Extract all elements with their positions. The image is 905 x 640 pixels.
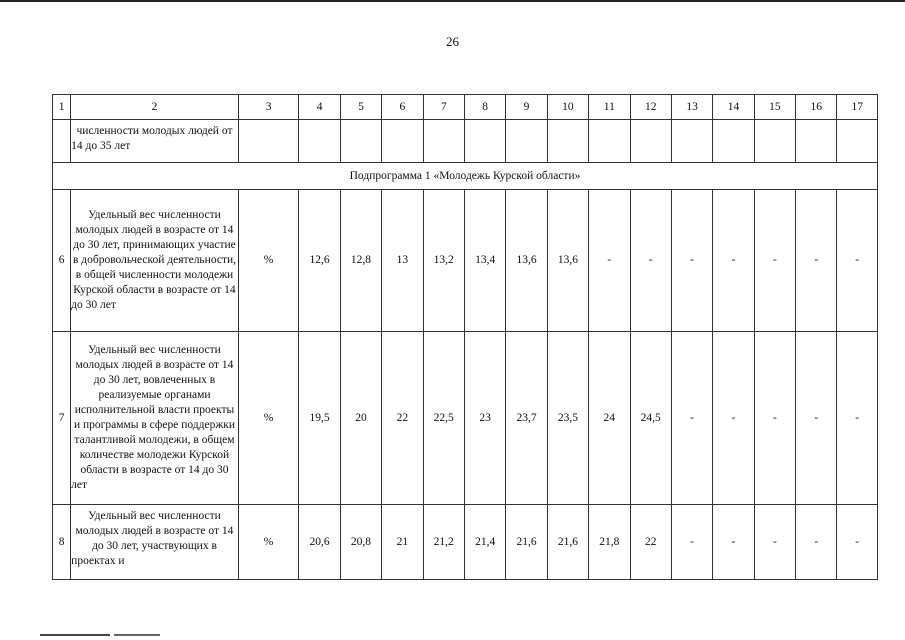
value-cell — [713, 120, 754, 163]
value-cell: 13,6 — [506, 190, 547, 332]
value-cell: - — [713, 190, 754, 332]
value-cell: 21,4 — [464, 505, 505, 580]
value-cell — [340, 120, 381, 163]
header-cell: 4 — [299, 95, 340, 120]
continuation-row — [53, 120, 878, 163]
value-cell: - — [713, 332, 754, 505]
value-cell: - — [754, 332, 795, 505]
indicator-description: Удельный вес численности молодых людей в возрасте от 14 до 30 лет, принимающих участие в добровольческой деятельности, в общей численности молодежи Курской области в возрасте от 14 до 30 лет — [71, 190, 239, 332]
subprogram-title: Подпрограмма 1 «Молодежь Курской области» — [53, 163, 878, 190]
page-number: 26 — [446, 34, 459, 49]
header-cell: 15 — [754, 95, 795, 120]
value-cell: 21,6 — [506, 505, 547, 580]
unit-cell: % — [238, 505, 299, 580]
header-cell: 1 — [53, 95, 71, 120]
value-cell: - — [796, 190, 837, 332]
value-cell: 12,8 — [340, 190, 381, 332]
header-cell: 7 — [423, 95, 464, 120]
indicator-row — [53, 505, 878, 580]
indicators-table — [52, 94, 878, 580]
header-cell: 13 — [671, 95, 712, 120]
unit-cell: % — [238, 332, 299, 505]
header-cell: 8 — [464, 95, 505, 120]
value-cell: - — [796, 332, 837, 505]
header-cell: 17 — [837, 95, 878, 120]
header-cell: 2 — [71, 95, 239, 120]
value-cell — [299, 120, 340, 163]
unit-cell — [238, 120, 299, 163]
header-cell: 9 — [506, 95, 547, 120]
value-cell: 12,6 — [299, 190, 340, 332]
value-cell: 20,6 — [299, 505, 340, 580]
header-cell: 14 — [713, 95, 754, 120]
row-number-cell: 7 — [53, 332, 71, 505]
indicator-row — [53, 332, 878, 505]
value-cell: 20 — [340, 332, 381, 505]
row-number-cell: 6 — [53, 190, 71, 332]
value-cell: 13,6 — [547, 190, 588, 332]
value-cell: - — [713, 505, 754, 580]
value-cell: 22,5 — [423, 332, 464, 505]
value-cell: 21 — [382, 505, 423, 580]
value-cell: 13,4 — [464, 190, 505, 332]
value-cell: 13,2 — [423, 190, 464, 332]
value-cell: - — [630, 190, 671, 332]
header-row — [53, 95, 878, 120]
value-cell: 19,5 — [299, 332, 340, 505]
header-cell: 5 — [340, 95, 381, 120]
value-cell: - — [837, 190, 878, 332]
value-cell — [754, 120, 795, 163]
unit-cell: % — [238, 190, 299, 332]
row-number-cell — [53, 120, 71, 163]
value-cell: 24,5 — [630, 332, 671, 505]
top-border-line — [0, 0, 905, 2]
value-cell: 21,6 — [547, 505, 588, 580]
value-cell: - — [796, 505, 837, 580]
value-cell — [382, 120, 423, 163]
value-cell — [423, 120, 464, 163]
value-cell — [589, 120, 630, 163]
header-cell: 11 — [589, 95, 630, 120]
indicator-description: Удельный вес численности молодых людей в возрасте от 14 до 30 лет, вовлеченных в реализуемые органами исполнительной власти проекты и программы в сфере поддержки талантливой молодежи, в общем количестве молодежи Курской области в возрасте от 14 до 30 лет — [71, 332, 239, 505]
row-number-cell: 8 — [53, 505, 71, 580]
indicator-description: Удельный вес численности молодых людей в возрасте от 14 до 30 лет, участвующих в проектах и — [71, 505, 239, 580]
header-cell: 10 — [547, 95, 588, 120]
value-cell: 21,8 — [589, 505, 630, 580]
header-cell: 12 — [630, 95, 671, 120]
header-cell: 3 — [238, 95, 299, 120]
value-cell: - — [671, 505, 712, 580]
value-cell: - — [754, 505, 795, 580]
value-cell: - — [754, 190, 795, 332]
value-cell: - — [837, 332, 878, 505]
value-cell — [630, 120, 671, 163]
value-cell: - — [589, 190, 630, 332]
value-cell — [796, 120, 837, 163]
value-cell: 22 — [630, 505, 671, 580]
value-cell: 24 — [589, 332, 630, 505]
value-cell: 21,2 — [423, 505, 464, 580]
value-cell — [671, 120, 712, 163]
value-cell — [547, 120, 588, 163]
indicator-row — [53, 190, 878, 332]
value-cell: - — [671, 332, 712, 505]
footer-rule — [40, 634, 160, 636]
value-cell — [837, 120, 878, 163]
indicator-description: численности молодых людей от 14 до 35 лет — [71, 120, 239, 163]
value-cell — [464, 120, 505, 163]
value-cell — [506, 120, 547, 163]
value-cell: 23,5 — [547, 332, 588, 505]
header-cell: 16 — [796, 95, 837, 120]
value-cell: 13 — [382, 190, 423, 332]
subprogram-row — [53, 163, 878, 190]
value-cell: 23 — [464, 332, 505, 505]
value-cell: - — [837, 505, 878, 580]
value-cell: 22 — [382, 332, 423, 505]
header-cell: 6 — [382, 95, 423, 120]
value-cell: 20,8 — [340, 505, 381, 580]
value-cell: 23,7 — [506, 332, 547, 505]
value-cell: - — [671, 190, 712, 332]
